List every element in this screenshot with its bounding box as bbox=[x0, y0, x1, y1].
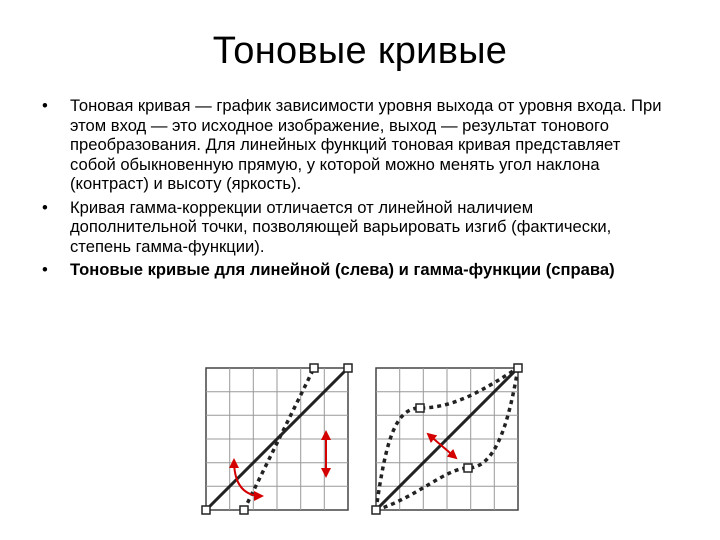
curve-handle bbox=[372, 506, 380, 514]
curve-handle bbox=[240, 506, 248, 514]
bullet-item bbox=[42, 260, 662, 280]
bullet-text: Тоновая кривая — график зависимости уровня выхода от уровня входа. При этом вход — это исходное изображение, выход — результат тонового преобразования. Для линейных функций тоновая кривая представляет собой обыкновенную прямую, у которой можно менять угол наклона (контраст) и высоту (яркость). bbox=[70, 96, 662, 193]
gamma-handle bbox=[464, 464, 472, 472]
tone-curves-figure bbox=[200, 362, 530, 522]
bullet-marker: • bbox=[42, 260, 48, 279]
bullet-item bbox=[42, 96, 662, 194]
curve-handle bbox=[310, 364, 318, 372]
bullet-item bbox=[42, 198, 662, 257]
gamma-curve-graph bbox=[372, 364, 522, 514]
bullet-list bbox=[42, 96, 662, 284]
curve-handle bbox=[514, 364, 522, 372]
bullet-marker: • bbox=[42, 96, 48, 115]
curve-handle bbox=[202, 506, 210, 514]
curve-handle bbox=[344, 364, 352, 372]
linear-curve-graph bbox=[202, 364, 352, 514]
gamma-handle bbox=[416, 404, 424, 412]
bullet-text: Тоновые кривые для линейной (слева) и гамма-функции (справа) bbox=[70, 260, 615, 279]
slide-title: Тоновые кривые bbox=[212, 30, 508, 72]
bullet-marker: • bbox=[42, 197, 48, 217]
bullet-text: Кривая гамма-коррекции отличается от линейной наличием дополнительной точки, позволяющей варьировать изгиб (фактически, степень гамма-функции). bbox=[70, 197, 612, 256]
